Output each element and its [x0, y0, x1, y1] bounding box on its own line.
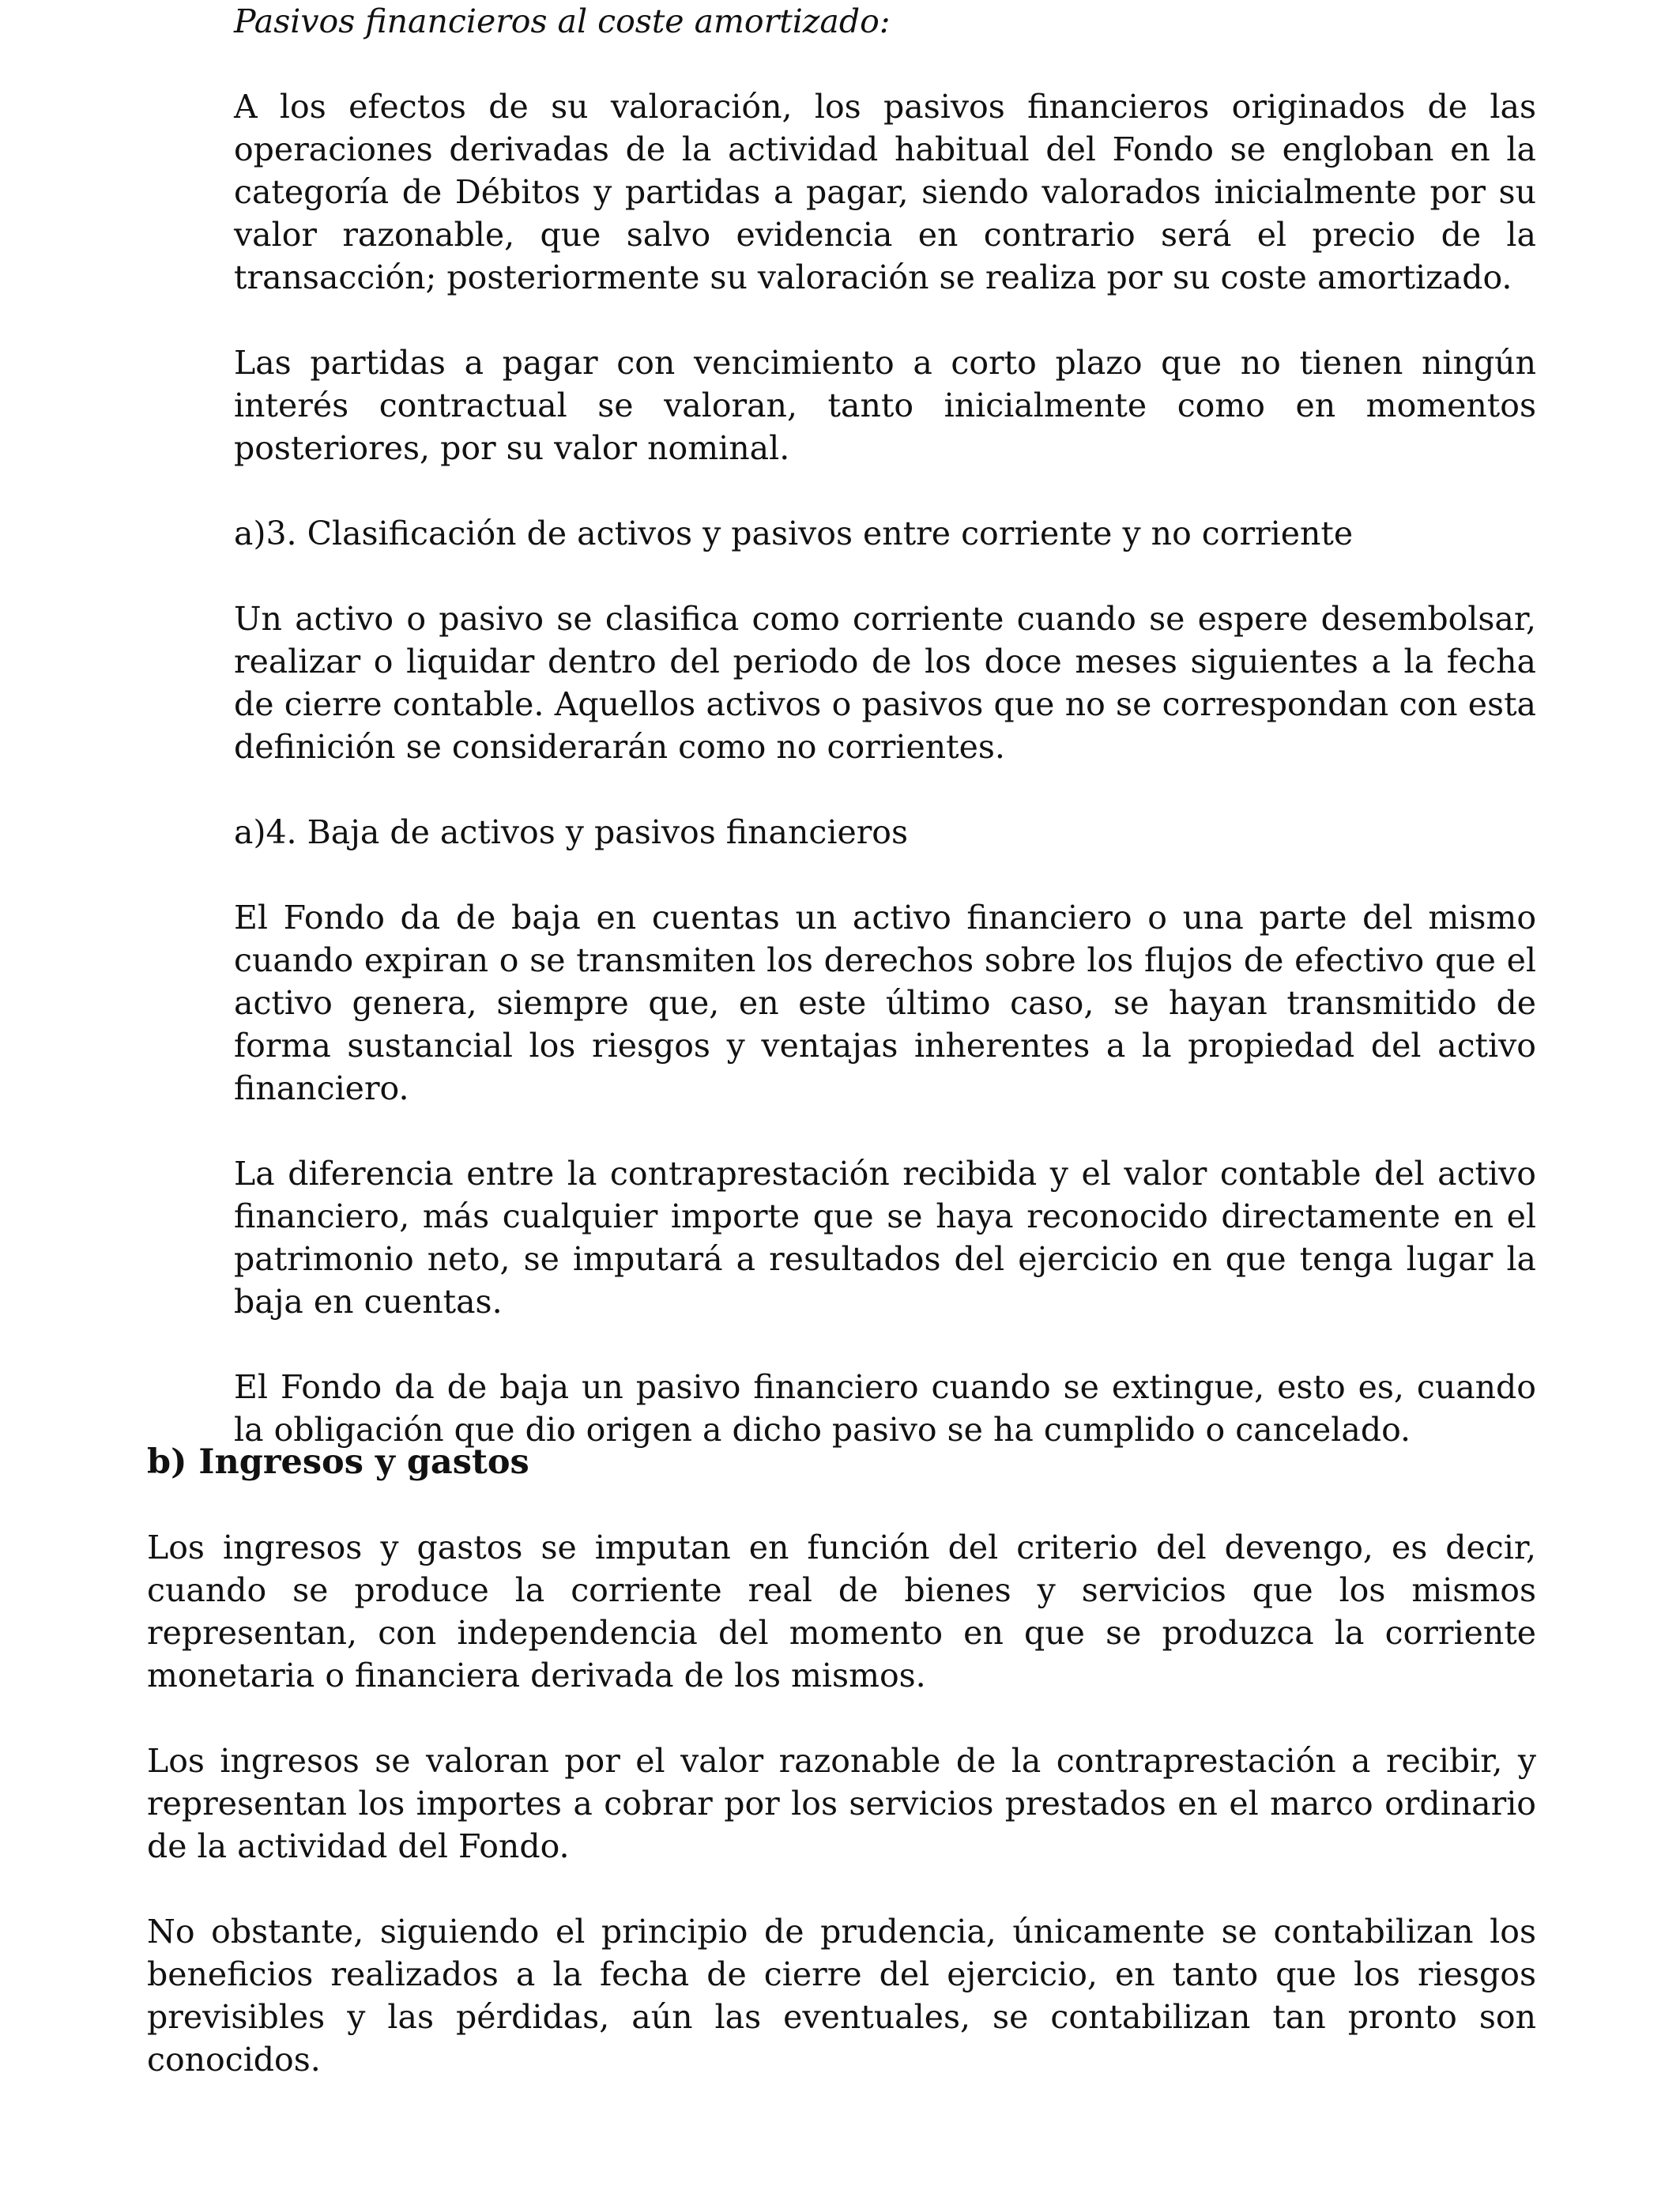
paragraph-baja-activo: El Fondo da de baja en cuentas un activo financiero o una parte del mismo cuando expiran o se transmiten los derechos sobre los flujos de efectivo que el activo genera, siempre que, en este último caso, se hayan transmitido de forma sustancial los riesgos y ventajas inherentes a la propiedad del activo financiero.	[234, 899, 1536, 1107]
paragraph-diferencia: La diferencia entre la contraprestación recibida y el valor contable del activo financiero, más cualquier importe que se haya reconocido directamente en el patrimonio neto, se imputará a resultados del ejercicio en que tenga lugar la baja en cuentas.	[234, 1155, 1536, 1321]
section-title-ingresos-gastos: b) Ingresos y gastos	[147, 1442, 529, 1482]
indented-content	[234, 0, 1536, 1451]
paragraph-devengo: Los ingresos y gastos se imputan en función del criterio del devengo, es decir, cuando se produce la corriente real de bienes y servicios que los mismos representan, con independencia del momento en que se produzca la corriente monetaria o financiera derivada de los mismos.	[147, 1529, 1536, 1695]
subsection-title-a4: a)4. Baja de activos y pasivos financieros	[234, 813, 909, 851]
subsection-title-pasivos: Pasivos financieros al coste amortizado:	[234, 2, 891, 40]
subsection-title-a3: a)3. Clasificación de activos y pasivos entre corriente y no corriente	[234, 515, 1354, 552]
paragraph-valoracion-pasivos: A los efectos de su valoración, los pasivos financieros originados de las operaciones derivadas de la actividad habitual del Fondo se engloban en la categoría de Débitos y partidas a pagar, siendo valorados inicialmente por su valor razonable, que salvo evidencia en contrario será el precio de la transacción; posteriormente su valoración se realiza por su coste amortizado.	[234, 88, 1536, 296]
paragraph-clasificacion: Un activo o pasivo se clasifica como corriente cuando se espere desembolsar, realizar o liquidar dentro del periodo de los doce meses siguientes a la fecha de cierre contable. Aquellos activos o pasivos que no se correspondan con esta definición se considerarán como no corrientes.	[234, 600, 1536, 766]
paragraph-partidas-pagar: Las partidas a pagar con vencimiento a corto plazo que no tienen ningún interés contractual se valoran, tanto inicialmente como en momentos posteriores, por su valor nominal.	[234, 344, 1536, 467]
paragraph-prudencia: No obstante, siguiendo el principio de prudencia, únicamente se contabilizan los beneficios realizados a la fecha de cierre del ejercicio, en tanto que los riesgos previsibles y las pérdidas, aún las eventuales, se contabilizan tan pronto son conocidos.	[147, 1913, 1536, 2079]
section-b-content	[147, 1441, 1536, 2081]
paragraph-ingresos-valoracion: Los ingresos se valoran por el valor razonable de la contraprestación a recibir, y representan los importes a cobrar por los servicios prestados en el marco ordinario de la actividad del Fondo.	[147, 1742, 1536, 1865]
paragraph-baja-pasivo: El Fondo da de baja un pasivo financiero cuando se extingue, esto es, cuando la obligación que dio origen a dicho pasivo se ha cumplido o cancelado.	[234, 1368, 1536, 1449]
